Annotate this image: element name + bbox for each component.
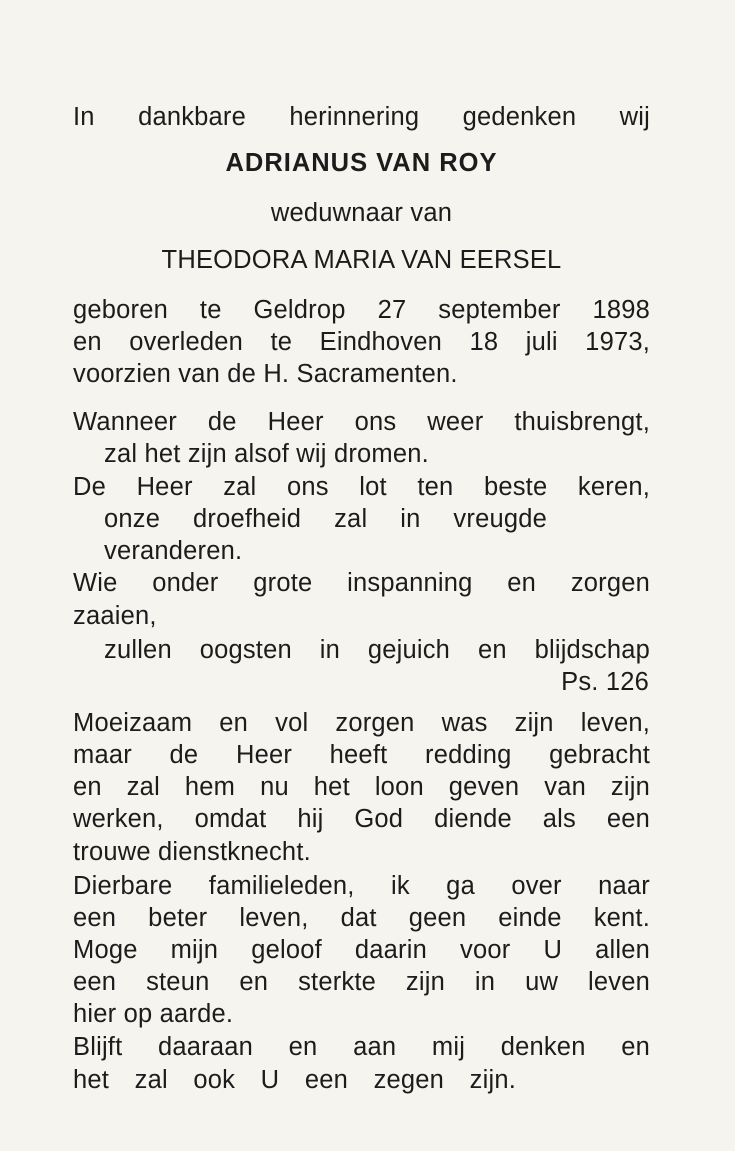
deceased-name: ADRIANUS VAN ROY — [225, 149, 498, 177]
psalm-reference: Ps. 126 — [561, 668, 649, 696]
text-line: hier op aarde. — [73, 1000, 234, 1028]
psalm-line: onze droefheid zal in vreugde — [104, 505, 547, 533]
psalm-line: Wie onder grote inspanning en zorgen — [73, 569, 650, 597]
intro-line: In dankbare herinnering gedenken wij — [73, 103, 650, 131]
text-line: en zal hem nu het loon geven van zijn — [73, 773, 650, 801]
birth-line: geboren te Geldrop 27 september 1898 — [73, 296, 650, 324]
spouse-name: THEODORA MARIA VAN EERSEL — [161, 246, 562, 274]
text-line: Blijft daaraan en aan mij denken en — [73, 1033, 650, 1061]
text-line: trouwe dienstknecht. — [73, 838, 311, 866]
text-line: werken, omdat hij God diende als een — [73, 805, 650, 833]
sacraments-line: voorzien van de H. Sacramenten. — [73, 360, 458, 388]
death-line: en overleden te Eindhoven 18 juli 1973, — [73, 328, 650, 356]
text-line: Moge mijn geloof daarin voor U allen — [73, 936, 650, 964]
text-line: een steun en sterkte zijn in uw leven — [73, 968, 650, 996]
psalm-line: veranderen. — [104, 537, 243, 565]
psalm-line: De Heer zal ons lot ten beste keren, — [73, 473, 650, 501]
psalm-line: Wanneer de Heer ons weer thuisbrengt, — [73, 408, 650, 436]
psalm-line: zullen oogsten in gejuich en blijdschap — [104, 636, 650, 664]
psalm-line: zaaien, — [73, 602, 157, 630]
psalm-line: zal het zijn alsof wij dromen. — [104, 440, 429, 468]
text-line: Moeizaam en vol zorgen was zijn leven, — [73, 709, 650, 737]
text-line: het zal ook U een zegen zijn. — [73, 1066, 516, 1094]
relation-line: weduwnaar van — [270, 199, 453, 227]
text-line: een beter leven, dat geen einde kent. — [73, 904, 650, 932]
text-line: Dierbare familieleden, ik ga over naar — [73, 872, 650, 900]
text-line: maar de Heer heeft redding gebracht — [73, 741, 650, 769]
